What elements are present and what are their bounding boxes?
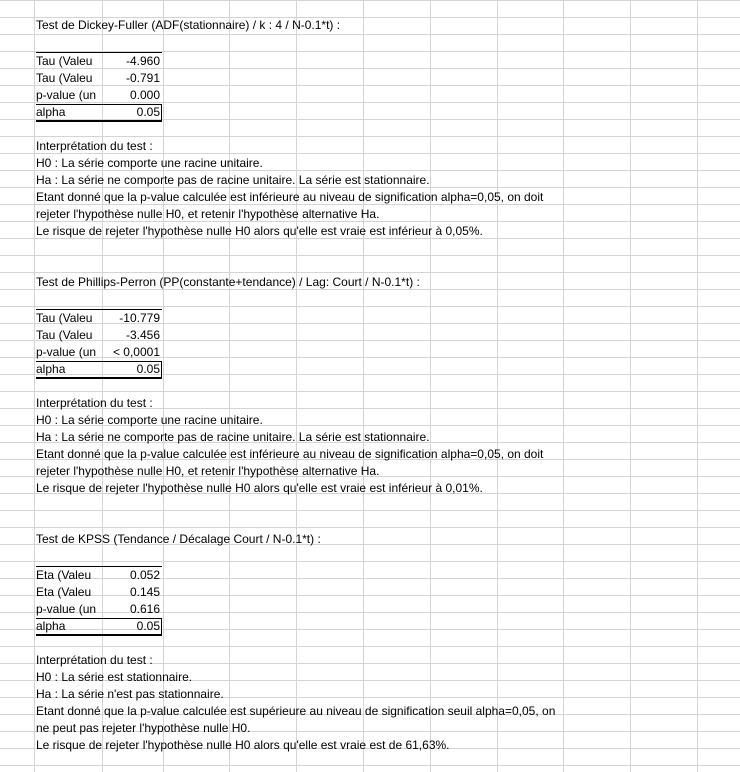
- pp-row-value[interactable]: -10.779: [119, 311, 160, 325]
- adf-interpretation-line[interactable]: H0 : La série comporte une racine unitaire.: [36, 156, 263, 170]
- kpss-interpretation-line[interactable]: H0 : La série est stationnaire.: [36, 670, 193, 684]
- pp-alpha-right-border: [161, 361, 162, 378]
- kpss-interpretation-line[interactable]: ne peut pas rejeter l'hypothèse nulle H0.: [36, 721, 251, 735]
- kpss-interpretation-line[interactable]: Le risque de rejeter l'hypothèse nulle H0 alors qu'elle est vraie est de 61,63%.: [36, 738, 450, 752]
- pp-row-value[interactable]: < 0,0001: [112, 345, 160, 359]
- pp-table-bottom-border: [36, 377, 162, 379]
- pp-row-label[interactable]: p-value (un: [36, 345, 97, 359]
- pp-test-title[interactable]: Test de Phillips-Perron (PP(constante+tendance) / Lag: Court / N-0.1*t) :: [36, 275, 420, 289]
- pp-row-label[interactable]: Tau (Valeu: [36, 328, 93, 342]
- adf-interpretation-line[interactable]: Ha : La série ne comporte pas de racine unitaire. La série est stationnaire.: [36, 173, 430, 187]
- adf-alpha-label[interactable]: alpha: [36, 105, 66, 119]
- pp-interpretation-line[interactable]: rejeter l'hypothèse nulle H0, et retenir l'hypothèse alternative Ha.: [36, 464, 380, 478]
- kpss-test-title[interactable]: Test de KPSS (Tendance / Décalage Court / N-0.1*t) :: [36, 532, 321, 546]
- adf-row-label[interactable]: Tau (Valeu: [36, 54, 93, 68]
- adf-table-bottom-border: [36, 120, 162, 122]
- pp-alpha-value[interactable]: 0.05: [136, 362, 160, 376]
- adf-row-value[interactable]: 0.000: [129, 88, 160, 102]
- pp-interpretation-line[interactable]: Etant donné que la p-value calculée est inférieure au niveau de signification alpha=0,05, on doit: [36, 447, 544, 461]
- kpss-alpha-value[interactable]: 0.05: [136, 619, 160, 633]
- pp-interpretation-line[interactable]: Ha : La série ne comporte pas de racine unitaire. La série est stationnaire.: [36, 430, 430, 444]
- kpss-row-value[interactable]: 0.616: [129, 602, 160, 616]
- pp-interpretation-line[interactable]: Le risque de rejeter l'hypothèse nulle H0 alors qu'elle est vraie est inférieur à 0,01%.: [36, 481, 483, 495]
- kpss-interpretation-heading[interactable]: Interprétation du test :: [36, 653, 153, 667]
- adf-row-label[interactable]: Tau (Valeu: [36, 71, 93, 85]
- pp-interpretation-heading[interactable]: Interprétation du test :: [36, 396, 153, 410]
- pp-interpretation-line[interactable]: H0 : La série comporte une racine unitaire.: [36, 413, 263, 427]
- kpss-alpha-label[interactable]: alpha: [36, 619, 66, 633]
- adf-interpretation-line[interactable]: Le risque de rejeter l'hypothèse nulle H0 alors qu'elle est vraie est inférieur à 0,05%.: [36, 224, 483, 238]
- adf-row-label[interactable]: p-value (un: [36, 88, 97, 102]
- adf-row-value[interactable]: -0.791: [125, 71, 160, 85]
- kpss-row-value[interactable]: 0.052: [129, 568, 160, 582]
- adf-interpretation-line[interactable]: Etant donné que la p-value calculée est inférieure au niveau de signification alpha=0,05, on doit: [36, 190, 544, 204]
- kpss-row-label[interactable]: Eta (Valeu: [36, 585, 92, 599]
- pp-alpha-label[interactable]: alpha: [36, 362, 66, 376]
- kpss-interpretation-line[interactable]: Ha : La série n'est pas stationnaire.: [36, 687, 224, 701]
- pp-row-value[interactable]: -3.456: [125, 328, 160, 342]
- adf-test-title[interactable]: Test de Dickey-Fuller (ADF(stationnaire) / k : 4 / N-0.1*t) :: [36, 18, 341, 32]
- adf-row-value[interactable]: -4.960: [125, 54, 160, 68]
- adf-interpretation-heading[interactable]: Interprétation du test :: [36, 139, 153, 153]
- kpss-row-label[interactable]: Eta (Valeu: [36, 568, 92, 582]
- kpss-alpha-right-border: [161, 618, 162, 635]
- kpss-interpretation-line[interactable]: Etant donné que la p-value calculée est supérieure au niveau de signification seuil alpha=0,05, on: [36, 704, 556, 718]
- pp-row-label[interactable]: Tau (Valeu: [36, 311, 93, 325]
- adf-alpha-value[interactable]: 0.05: [136, 105, 160, 119]
- kpss-row-label[interactable]: p-value (un: [36, 602, 97, 616]
- kpss-row-value[interactable]: 0.145: [129, 585, 160, 599]
- adf-alpha-right-border: [161, 104, 162, 121]
- adf-interpretation-line[interactable]: rejeter l'hypothèse nulle H0, et retenir l'hypothèse alternative Ha.: [36, 207, 380, 221]
- kpss-table-bottom-border: [36, 634, 162, 636]
